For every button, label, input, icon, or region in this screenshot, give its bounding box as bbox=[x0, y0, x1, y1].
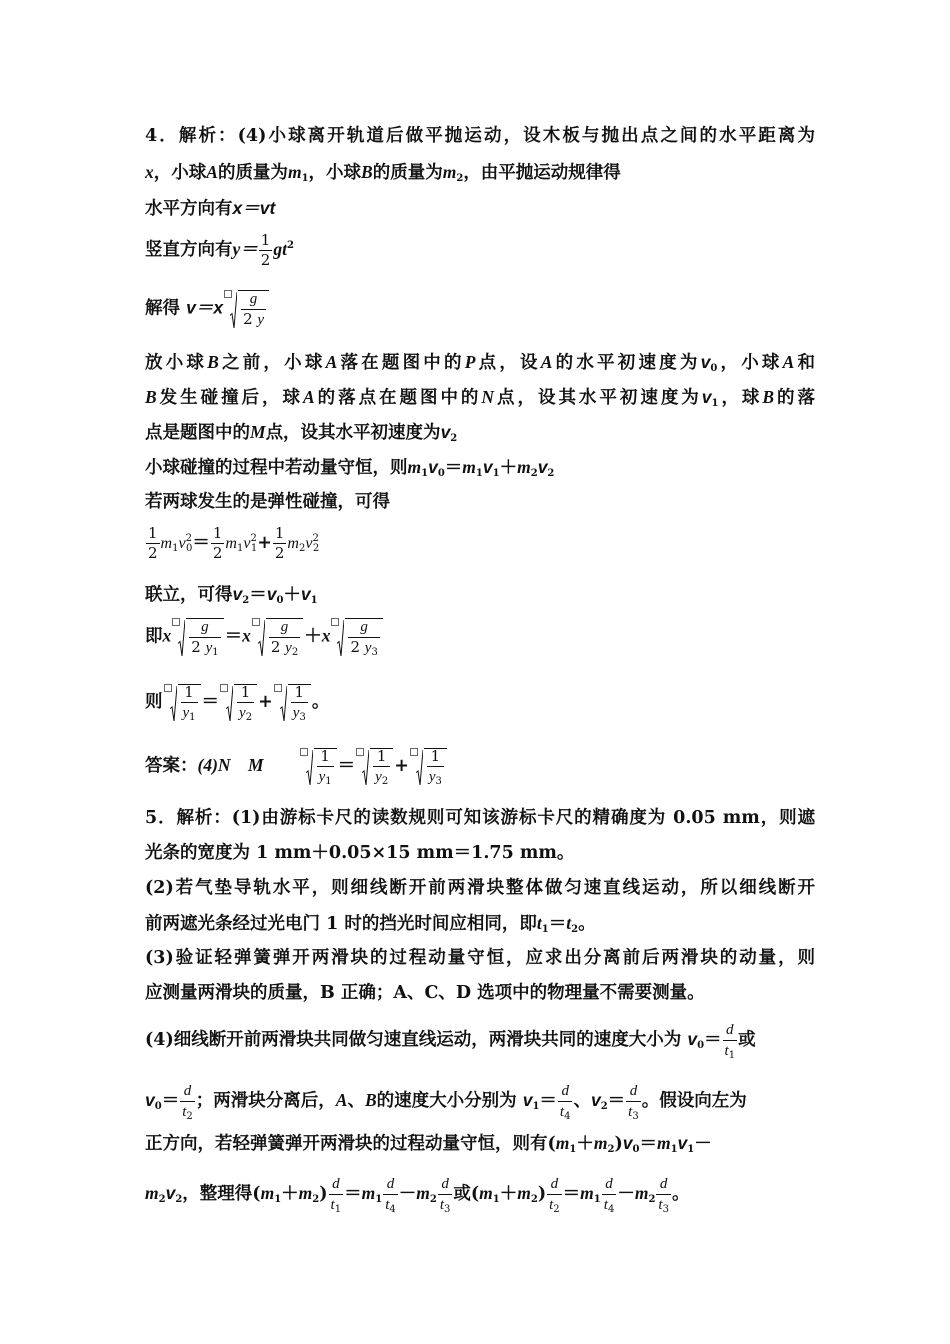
q5-line-9: 正方向，若轻弹簧弹开两滑块的过程动量守恒，则有$(m_1+m_2)v_0=m_1v_1-$ bbox=[145, 1133, 712, 1155]
q4-momentum-eq: 小球碰撞的过程中若动量守恒，则$m_1v_0=m_1v_1+m_2v_2$ bbox=[145, 457, 555, 479]
q4-para-line-1: 放小球B之前，小球A落在题图中的P点，设A的水平初速度为$v_0$，小球A和 bbox=[145, 352, 816, 374]
q5-line-3: (2)若气垫导轨水平，则细线断开前两滑块整体做匀速直线运动，所以细线断开 bbox=[145, 878, 815, 898]
q5-line-8: $v_0=$ $\frac{d}{t_2}$ ；两滑块分离后，A、B的速度大小分别为 $v_1=$ $\frac{d}{t_4}$ 、$v_2=$ $\frac{d}{t_3}$ 。假设向左为 bbox=[145, 1083, 747, 1122]
q5-line-2: 光条的宽度为 1 mm＋0.05×15 mm＝1.75 mm。 bbox=[145, 843, 575, 863]
q4-solve-eq: 解得 v＝x $\frac{g}{2 y}$ bbox=[145, 290, 815, 328]
q5-label: 5．解析： bbox=[145, 808, 232, 828]
q4-vertical-eq: 竖直方向有y＝ $\frac{1}{2}$ $gt^2$ bbox=[145, 231, 294, 269]
q4-para-line-2: B发生碰撞后，球A的落点在题图中的N点，设其水平初速度为$v_1$，球B的落 bbox=[145, 387, 816, 409]
q4-ze-eq: 则 $\frac{1}{y_1}$ ＝ $\frac{1}{y_2}$ + $\frac{1}{y_3}$ 。 bbox=[145, 683, 330, 723]
q4-ji-eq: 即x $\frac{g}{2 y_1}$ ＝x $\frac{g}{2 y_2}$ ＋x $\frac{g}{2 y_3}$ bbox=[145, 618, 815, 656]
q5-line-6: 应测量两滑块的质量，B 正确；A、C、D 选项中的物理量不需要测量。 bbox=[145, 983, 705, 1003]
q4-para-line-3: 点是题图中的M点，设其水平初速度为$v_2$ bbox=[145, 422, 458, 444]
q5-line-10: $m_2v_2$，整理得$(m_1+m_2)$ $\frac{d}{t_1}$ $=m_1$ $\frac{d}{t_4}$ $-m_2$ $\frac{d}{t_3}$ 或$(m_1+m_2)$ $\frac{d}{t_2}$ $=m_1$ $\frac{d}{t_4}$ $-m_2$ $\frac{d}{t_3}$ 。 bbox=[145, 1176, 690, 1215]
q4-horizontal-eq: 水平方向有x＝vt bbox=[145, 198, 276, 219]
q4-label: 4．解析： bbox=[145, 126, 238, 146]
q5-line-5: (3)验证轻弹簧弹开两滑块的过程动量守恒，应求出分离前后两滑块的动量，则 bbox=[145, 948, 815, 968]
q4-line-1: 4．解析：(4)小球离开轨道后做平抛运动，设木板与抛出点之间的水平距离为 bbox=[145, 126, 815, 146]
q5-line-4: 前两遮光条经过光电门 1 时的挡光时间应相同，即$t_1=t_2$。 bbox=[145, 913, 596, 935]
q4-energy-eq: $\frac{1}{2}$ $m_1v^2_0=$ $\frac{1}{2}$ $m_1v^2_1+$ $\frac{1}{2}$ $m_2v^2_2$ bbox=[148, 524, 320, 562]
q5-line-7: (4)细线断开前两滑块共同做匀速直线运动，两滑块共同的速度大小为 $v_0=$ $\frac{d}{t_1}$ 或 bbox=[145, 1022, 756, 1061]
q4-elastic-text: 若两球发生的是弹性碰撞，可得 bbox=[145, 492, 390, 512]
q4-line-2: x，小球A的质量为$m_1$，小球B的质量为$m_2$，由平抛运动规律得 bbox=[145, 162, 621, 184]
q4-combine-eq: 联立，可得$v_2=v_0+v_1$ bbox=[145, 584, 318, 606]
q5-line-1: 5．解析：(1)由游标卡尺的读数规则可知该游标卡尺的精确度为 0.05 mm，则遮 bbox=[145, 808, 815, 828]
q4-answer: 答案：(4)N M $\frac{1}{y_1}$ ＝ $\frac{1}{y_2}$ + $\frac{1}{y_3}$ bbox=[145, 748, 815, 785]
